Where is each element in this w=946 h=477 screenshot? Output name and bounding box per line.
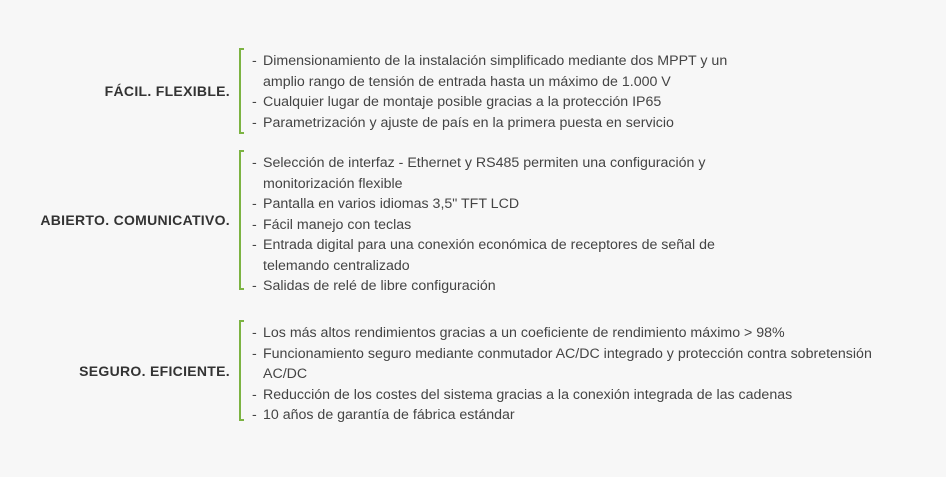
bullet-dash: - <box>252 345 257 362</box>
bullet-dash: - <box>252 196 257 212</box>
bullet-dash: - <box>252 237 257 253</box>
list-item <box>252 51 727 92</box>
bullet-dash: - <box>252 114 257 131</box>
list-item <box>252 323 872 344</box>
list-item-text: Selección de interfaz - Ethernet y RS485 permiten una configuración y <box>263 155 706 171</box>
bullet-dash: - <box>252 155 257 171</box>
list-item-text: Reducción de los costes del sistema gracias a la conexión integrada de las cadenas <box>263 386 793 403</box>
list-item-text: Entrada digital para una conexión económica de receptores de señal de <box>263 237 715 253</box>
list-item-text: AC/DC <box>263 366 308 382</box>
list-item <box>252 194 715 215</box>
list-item-text: Los más altos rendimientos gracias a un coeficiente de rendimiento máximo > 98% <box>263 325 785 341</box>
section-bracket <box>239 320 244 421</box>
list-item <box>252 153 715 194</box>
list-item <box>252 113 727 134</box>
list-item <box>252 92 727 113</box>
list-item-text: Parametrización y ajuste de país en la primera puesta en servicio <box>263 114 674 131</box>
section-facil-flexible <box>0 48 946 134</box>
list-item-text: amplio rango de tensión de entrada hasta un máximo de 1.000 V <box>263 73 671 90</box>
list-item-text: Dimensionamiento de la instalación simplificado mediante dos MPPT y un <box>263 53 728 69</box>
bullet-dash: - <box>252 325 257 341</box>
list-item-text: telemando centralizado <box>263 257 410 274</box>
feature-list <box>252 153 715 297</box>
section-title: FÁCIL. FLEXIBLE. <box>104 83 230 99</box>
list-item-text: Funcionamiento seguro mediante conmutador AC/DC integrado y protección contra sobretensión <box>263 345 872 362</box>
bullet-dash: - <box>252 386 257 403</box>
list-item <box>252 385 872 406</box>
section-seguro-eficiente <box>0 320 946 421</box>
list-item-text: 10 años de garantía de fábrica estándar <box>263 407 515 423</box>
bullet-dash: - <box>252 94 257 110</box>
section-title: ABIERTO. COMUNICATIVO. <box>40 212 230 228</box>
feature-list <box>252 51 727 133</box>
list-item-text: Pantalla en varios idiomas 3,5" TFT LCD <box>263 196 520 212</box>
bullet-dash: - <box>252 216 257 233</box>
list-item <box>252 215 715 236</box>
list-item <box>252 344 872 385</box>
section-bracket <box>239 48 244 134</box>
bullet-dash: - <box>252 53 257 69</box>
section-bracket <box>239 150 244 290</box>
section-abierto-comunicativo <box>0 150 946 294</box>
list-item <box>252 276 715 297</box>
bullet-dash: - <box>252 278 257 294</box>
list-item <box>252 235 715 276</box>
bullet-dash: - <box>252 407 257 423</box>
feature-list <box>252 323 872 426</box>
list-item <box>252 405 872 426</box>
list-item-text: Salidas de relé de libre configuración <box>263 278 496 294</box>
list-item-text: Fácil manejo con teclas <box>263 216 412 233</box>
list-item-text: Cualquier lugar de montaje posible gracias a la protección IP65 <box>263 94 662 110</box>
section-title: SEGURO. EFICIENTE. <box>79 362 230 379</box>
list-item-text: monitorización flexible <box>263 175 403 192</box>
